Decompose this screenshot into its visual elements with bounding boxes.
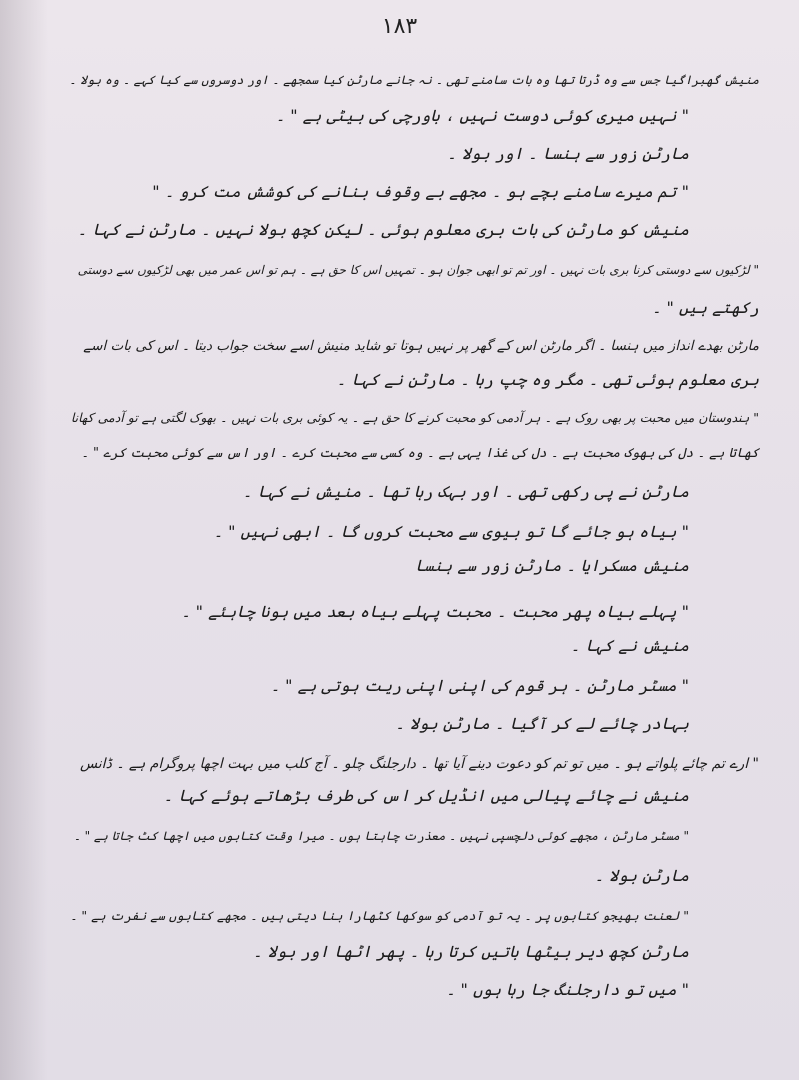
text-line: " لڑکیوں سے دوستی کرنا بری بات نہیں ۔ اور تم تو ابھی جوان ہو ۔ تمہیں اس کا حق ہے ۔ ہم تو اس عمر میں بھی لڑکیوں سے دوستی: [77, 263, 759, 277]
text-line: " میں تو دارجلنگ جا رہا ہوں " ۔: [446, 980, 689, 999]
text-line: " ہندوستان میں محبت پر بھی روک ہے ۔ ہر آدمی کو محبت کرنے کا حق ہے ۔ یہ کوئی بری بات نہیں ۔ بھوک لگتی ہے تو آدمی کھانا: [70, 410, 759, 425]
text-line: " پہلے بیاہ پھر محبت ۔ محبت پہلے بیاہ بعد میں ہونا چاہئے " ۔: [181, 602, 689, 621]
text-line: منیش مسکرایا ۔ مارٹن زور سے ہنسا: [414, 556, 689, 575]
text-line: " مسٹر مارٹن ، مجھے کوئی دلچسپی نہیں ۔ معذرت چاہتا ہوں ۔ میرا وقت کتابوں میں اچھا کٹ جاتا ہے " ۔: [73, 829, 689, 843]
text-line: " ارے تم چائے پلواتے ہو ۔ میں تو تم کو دعوت دینے آیا تھا ۔ دارجلنگ چلو ۔ آج کلب میں بہت اچھا پروگرام ہے ۔ ڈانس: [79, 756, 759, 772]
text-line: منیش گھبراگیا جس سے وہ ڈرتا تھا وہ بات سامنے تھی ۔ نہ جانے مارٹن کیا سمجھے ۔ اور دوسروں سے کیا کہے ۔ وہ بولا ۔: [69, 73, 759, 87]
text-line: رکھتے ہیں " ۔: [652, 298, 759, 317]
text-line: مارٹن کچھ دیر بیٹھا باتیں کرتا رہا ۔ پھر اٹھا اور بولا ۔: [252, 942, 689, 961]
text-line: بری معلوم ہوئی تھی ۔ مگر وہ چپ رہا ۔ مارٹن نے کہا ۔: [336, 370, 759, 389]
text-line: مارٹن نے پی رکھی تھی ۔ اور بہک رہا تھا ۔ منیش نے کہا ۔: [242, 482, 689, 501]
text-line: " بیاہ ہو جائے گا تو بیوی سے محبت کروں گا ۔ ابھی نہیں " ۔: [213, 522, 689, 541]
page-binding-shadow: [0, 0, 48, 1080]
text-line: " نہیں میری کوئی دوست نہیں ، باورچی کی بیٹی ہے " ۔: [275, 106, 689, 125]
text-line: کھاتا ہے ۔ دل کی بھوک محبت ہے ۔ دل کی غذا یہی ہے ۔ وہ کسی سے محبت کرے ۔ اور اس سے کوئی محبت کرے " ۔: [81, 446, 759, 461]
page-number: ۱۸۳: [381, 14, 418, 39]
text-line: " تم میرے سامنے بچے ہو ۔ مجھے بے وقوف بنانے کی کوشش مت کرو ۔ ": [152, 182, 689, 201]
text-line: منیش نے کہا ۔: [570, 636, 689, 655]
text-line: " مسٹر مارٹن ۔ ہر قوم کی اپنی اپنی ریت ہوتی ہے " ۔: [270, 676, 689, 695]
text-line: مارٹن بھدے انداز میں ہنسا ۔ اگر مارٹن اس کے گھر پر نہیں ہوتا تو شاید منیش اسے سخت جواب دیتا ۔ اس کی بات اسے: [83, 338, 759, 354]
text-line: مارٹن بولا ۔: [594, 866, 689, 885]
text-line: منیش نے چائے پیالی میں انڈیل کر اس کی طرف بڑھاتے ہوئے کہا ۔: [163, 786, 689, 805]
text-line: مارٹن زور سے ہنسا ۔ اور بولا ۔: [447, 144, 689, 163]
text-line: منیش کو مارٹن کی بات بری معلوم ہوئی ۔ لیکن کچھ بولا نہیں ۔ مارٹن نے کہا ۔: [77, 220, 689, 239]
text-line: بہادر چائے لے کر آگیا ۔ مارٹن بولا ۔: [395, 714, 689, 733]
text-line: " لعنت بھیجو کتابوں پر ۔ یہ تو آدمی کو سوکھا کٹھارا بنا دیتی ہیں ۔ مجھے کتابوں سے نفرت ہے " ۔: [70, 908, 689, 923]
